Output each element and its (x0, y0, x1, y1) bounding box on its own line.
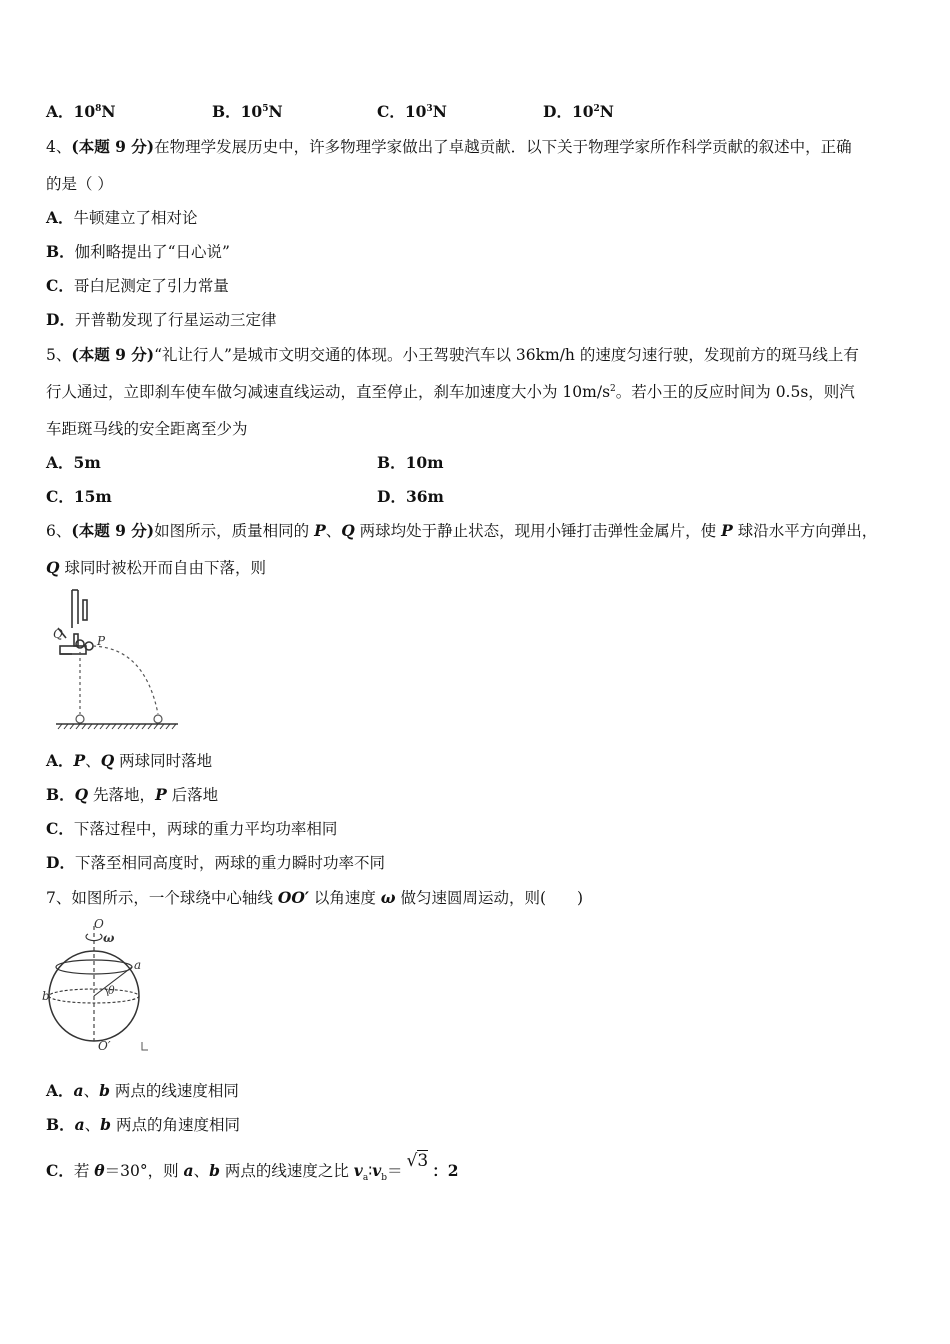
q5-stem-line1: 5、(本题 9 分)“礼让行人”是城市文明交通的体现。小王驾驶汽车以 36km/h 的速度匀速行驶，发现前方的斑马线上有 (46, 345, 859, 364)
q5-option-a: A．5m (46, 453, 101, 472)
q6-option-a: A．P、Q 两球同时落地 (46, 751, 213, 770)
q3-option-c: C．$10^3N$ (377, 102, 447, 121)
q7-label-theta: θ (108, 984, 115, 997)
q6-option-d: D．下落至相同高度时，两球的重力瞬时功率不同 (46, 853, 385, 872)
q6-ball-q-landed (76, 715, 84, 723)
q6-option-b: B．Q 先落地，P 后落地 (46, 785, 219, 804)
q6-stem-line1: 6、(本题 9 分)如图所示，质量相同的 P、Q 两球均处于静止状态，现用小锤打击弹性金属片，使 P 球沿水平方向弹出， (46, 521, 878, 540)
q5-option-d: D．36m (377, 487, 444, 506)
q7-option-c: C．若 θ＝30°，则 a、b 两点的线速度之比 $v_a∶v_b= √3$ ：2 (46, 1151, 459, 1184)
q7-label-a: a (134, 958, 142, 972)
q7-label-omega: ω (103, 931, 115, 945)
q7-option-a: A．a、b 两点的线速度相同 (46, 1081, 239, 1100)
q7-stem: 7、如图所示，一个球绕中心轴线 OO′ 以角速度 ω 做匀速圆周运动，则( ) (46, 888, 584, 907)
q4-option-c: C．哥白尼测定了引力常量 (46, 276, 229, 295)
q7-option-b: B．a、b 两点的角速度相同 (46, 1115, 240, 1134)
q7-label-b: b (42, 989, 50, 1003)
q6-figure-label-p: P (97, 634, 106, 648)
q3-option-a: A．$10^8N$ (46, 102, 116, 121)
q4-stem-line2: 的是（ ） (46, 175, 113, 193)
q3-option-b: B．$10^5N$ (212, 102, 283, 121)
q5-stem-line2: 行人通过，立即刹车使车做匀减速直线运动，直至停止，刹车加速度大小为 $10m/s^2$。若小王的反应时间为 0.5s，则汽 (46, 383, 855, 401)
q6-option-c: C．下落过程中，两球的重力平均功率相同 (46, 819, 338, 838)
q5-option-b: B．10m (377, 453, 444, 472)
q4-option-b: B．伽利略提出了“日心说” (46, 242, 230, 261)
q6-figure-label-q: Q (53, 627, 63, 641)
q5-option-c: C．15m (46, 487, 112, 506)
q4-option-d: D．开普勒发现了行星运动三定律 (46, 310, 277, 329)
q4-stem-line1: 4、(本题 9 分)在物理学发展历史中，许多物理学家做出了卓越贡献．以下关于物理学家所作科学贡献的叙述中，正确 (46, 137, 852, 156)
q5-stem-line3: 车距斑马线的安全距离至少为 (46, 420, 248, 438)
q6-figure (50, 588, 185, 736)
q6-stem-line2: Q 球同时被松开而自由下落，则 (46, 558, 266, 577)
q4-option-a: A．牛顿建立了相对论 (46, 208, 198, 227)
q7-label-oprime: O′ (98, 1039, 111, 1053)
q7-figure (44, 918, 154, 1058)
q3-option-d: D．$10^2N$ (543, 102, 614, 121)
q7-label-o: O (94, 917, 104, 931)
q7-corner-mark (142, 1042, 148, 1050)
q6-projectile-path (93, 646, 158, 714)
q6-ball-p-landed (154, 715, 162, 723)
q7-sqrt3: √3 (406, 1151, 429, 1171)
